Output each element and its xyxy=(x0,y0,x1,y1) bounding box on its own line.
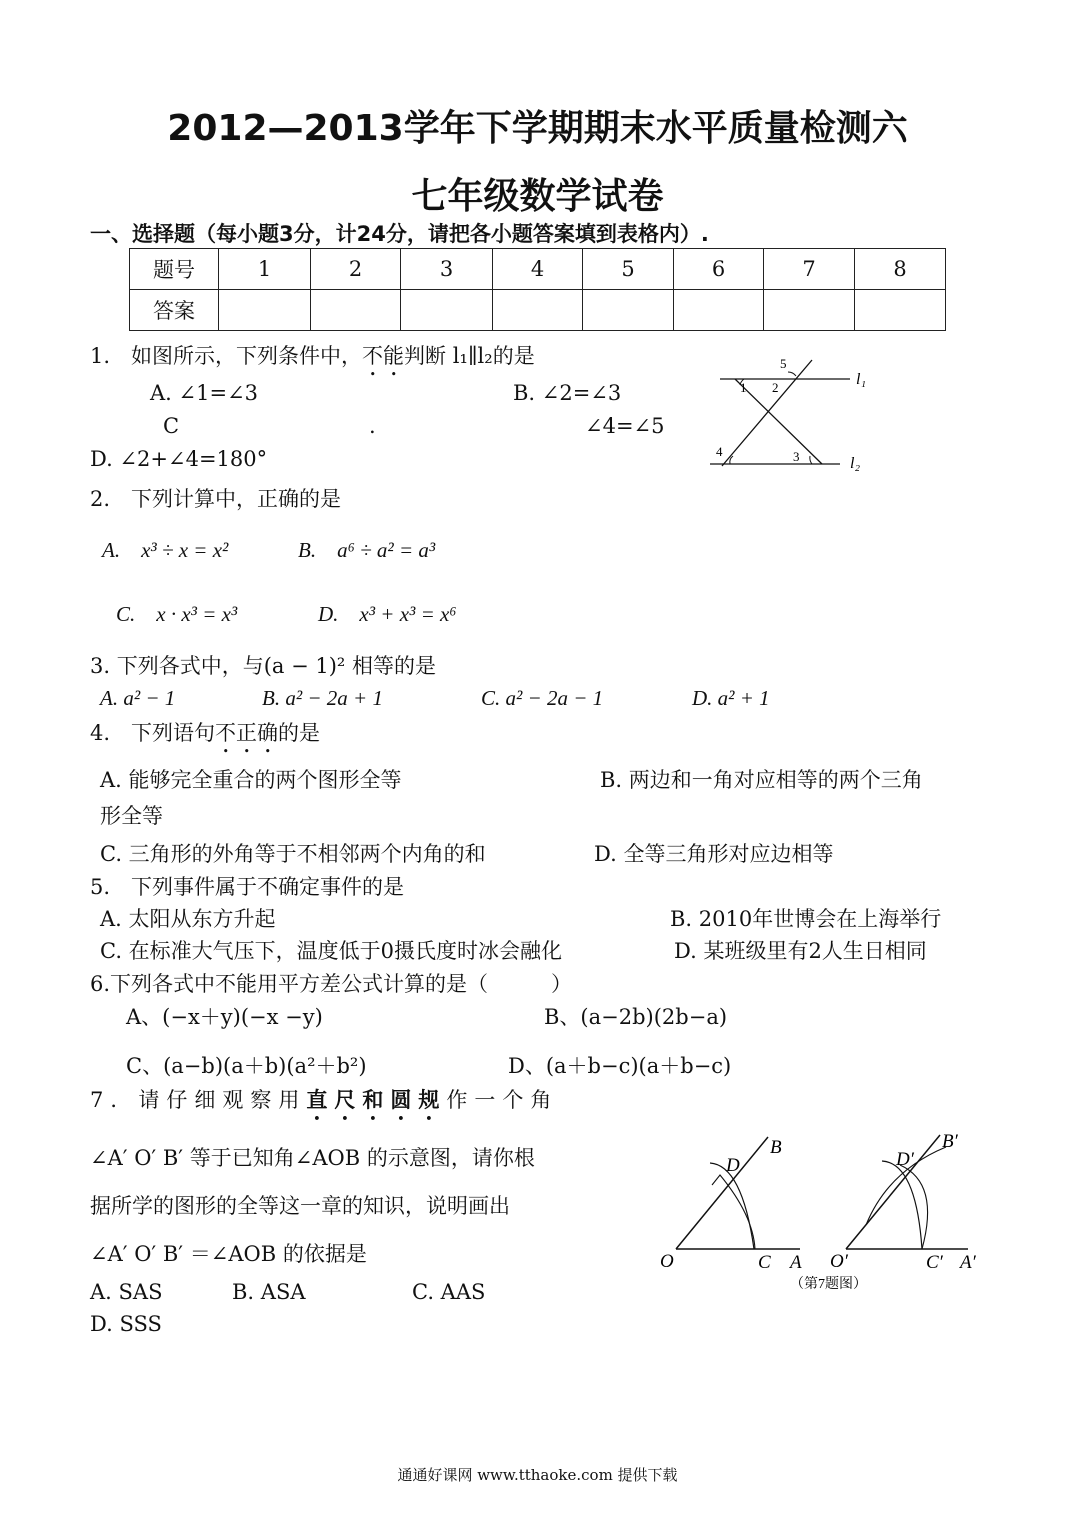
q7-option-b: B. ASA xyxy=(232,1280,306,1304)
q7-stem-line3: 据所学的图形的全等这一章的知识，说明画出 xyxy=(90,1194,510,1218)
table-cell: 5 xyxy=(583,249,674,290)
exam-title: 2012—2013学年下学期期末水平质量检测六 xyxy=(167,108,908,149)
q1-option-c-content: ∠4=∠5 xyxy=(585,414,665,438)
q1-fig-label-2: 2 xyxy=(772,380,779,395)
q3-option-b: B. a² − 2a + 1 xyxy=(262,686,383,710)
q7-label-b: B xyxy=(770,1137,782,1158)
q4-option-b: B. 两边和一角对应相等的两个三角 xyxy=(600,768,923,792)
table-cell: 7 xyxy=(764,249,855,290)
q1-option-c: C xyxy=(163,414,180,438)
table-cell: 6 xyxy=(674,249,764,290)
q6-option-a: A、(−x＋y)(−x −y) xyxy=(126,1005,323,1029)
q3-stem: 3. 下列各式中，与(a − 1)² 相等的是 xyxy=(90,654,437,678)
table-row xyxy=(130,249,946,290)
q1-option-a: A. ∠1=∠3 xyxy=(150,381,259,405)
q1-fig-label-3: 3 xyxy=(793,449,800,464)
q6-option-c: C、(a−b)(a＋b)(a²＋b²) xyxy=(126,1054,367,1078)
q5-option-b: B. 2010年世博会在上海举行 xyxy=(670,907,942,931)
q7-figure-caption: （第7题图） xyxy=(790,1277,867,1292)
answer-cell[interactable] xyxy=(401,290,493,331)
answer-cell[interactable] xyxy=(311,290,401,331)
q1-fig-label-1: 1 xyxy=(740,380,747,395)
section-heading: 一、选择题（每小题3分，计24分，请把各小题答案填到表格内）. xyxy=(90,222,709,246)
q1-figure xyxy=(700,352,880,477)
q4-option-b-cont: 形全等 xyxy=(100,804,163,828)
q7-option-d: D. SSS xyxy=(90,1312,162,1336)
q7-label-a-prime: A′ xyxy=(960,1252,976,1273)
page-footer: 通通好课网 www.tthaoke.com 提供下载 xyxy=(397,1466,678,1484)
q6-option-d: D、(a＋b−c)(a＋b−c) xyxy=(508,1054,732,1078)
q7-stem-line2: ∠A′ O′ B′ 等于已知角∠AOB 的示意图，请你根 xyxy=(90,1146,535,1170)
q7-label-d: D xyxy=(726,1155,740,1176)
table-header-cell: 答案 xyxy=(130,290,219,331)
answer-table xyxy=(129,248,946,331)
q3-option-d: D. a² + 1 xyxy=(692,686,770,710)
q3-option-a: A. a² − 1 xyxy=(100,686,176,710)
exam-subtitle: 七年级数学试卷 xyxy=(411,176,664,217)
q7-label-d-prime: D′ xyxy=(896,1149,914,1170)
q6-stem: 6.下列各式中不能用平方差公式计算的是（ ） xyxy=(90,972,573,996)
table-header-cell: 题号 xyxy=(130,249,219,290)
answer-cell[interactable] xyxy=(493,290,583,331)
table-cell: 1 xyxy=(219,249,311,290)
q7-stem-line4: ∠A′ O′ B′ ＝∠AOB 的依据是 xyxy=(90,1242,367,1266)
q7-stem-line1: 7．请仔细观察用直尺和圆规作一个角 xyxy=(90,1087,559,1112)
q4-option-a: A. 能够完全重合的两个图形全等 xyxy=(100,768,402,792)
q1-option-d: D. ∠2+∠4=180° xyxy=(90,447,268,471)
answer-cell[interactable] xyxy=(764,290,855,331)
table-cell: 2 xyxy=(311,249,401,290)
table-row xyxy=(130,290,946,331)
q1-fig-label-4: 4 xyxy=(716,444,723,459)
q7-label-c-prime: C′ xyxy=(926,1252,943,1273)
q4-option-c: C. 三角形的外角等于不相邻两个内角的和 xyxy=(100,842,486,866)
q7-label-o: O xyxy=(660,1251,674,1272)
q5-option-c: C. 在标准大气压下，温度低于0摄氏度时冰会融化 xyxy=(100,939,563,963)
q7-label-b-prime: B′ xyxy=(942,1131,958,1152)
q1-dot: . xyxy=(369,414,376,438)
q7-option-c: C. AAS xyxy=(412,1280,486,1304)
q2-option-a: A. x³ ÷ x = x² xyxy=(102,538,229,562)
answer-cell[interactable] xyxy=(219,290,311,331)
q5-option-d: D. 某班级里有2人生日相同 xyxy=(674,939,927,963)
q5-stem: 5. 下列事件属于不确定事件的是 xyxy=(90,875,405,899)
q2-stem: 2. 下列计算中，正确的是 xyxy=(90,487,342,511)
q6-option-b: B、(a−2b)(2b−a) xyxy=(544,1005,728,1029)
q1-stem: 1. 如图所示，下列条件中，不能判断 l₁∥l₂的是 xyxy=(90,344,535,368)
answer-cell[interactable] xyxy=(855,290,946,331)
q4-stem: 4. 下列语句不正确的是 xyxy=(90,721,321,745)
q7-option-a: A. SAS xyxy=(90,1280,163,1304)
q7-label-o-prime: O′ xyxy=(830,1251,848,1272)
q1-fig-label-l1: l₁ xyxy=(856,371,867,388)
table-cell: 8 xyxy=(855,249,946,290)
q1-fig-label-l2: l₂ xyxy=(850,455,861,472)
q2-option-d: D. x³ + x³ = x⁶ xyxy=(318,602,457,626)
q4-option-d: D. 全等三角形对应边相等 xyxy=(594,842,834,866)
q1-option-b: B. ∠2=∠3 xyxy=(513,381,622,405)
q2-option-b: B. a⁶ ÷ a² = a³ xyxy=(298,538,436,562)
q1-fig-label-5: 5 xyxy=(780,356,787,371)
answer-cell[interactable] xyxy=(674,290,764,331)
q7-figure xyxy=(650,1125,990,1295)
q7-label-a: A xyxy=(790,1252,802,1273)
table-cell: 3 xyxy=(401,249,493,290)
q7-label-c: C xyxy=(758,1252,771,1273)
q5-option-a: A. 太阳从东方升起 xyxy=(100,907,276,931)
q3-option-c: C. a² − 2a − 1 xyxy=(481,686,604,710)
q2-option-c: C. x · x³ = x³ xyxy=(116,602,238,626)
answer-cell[interactable] xyxy=(583,290,674,331)
table-cell: 4 xyxy=(493,249,583,290)
